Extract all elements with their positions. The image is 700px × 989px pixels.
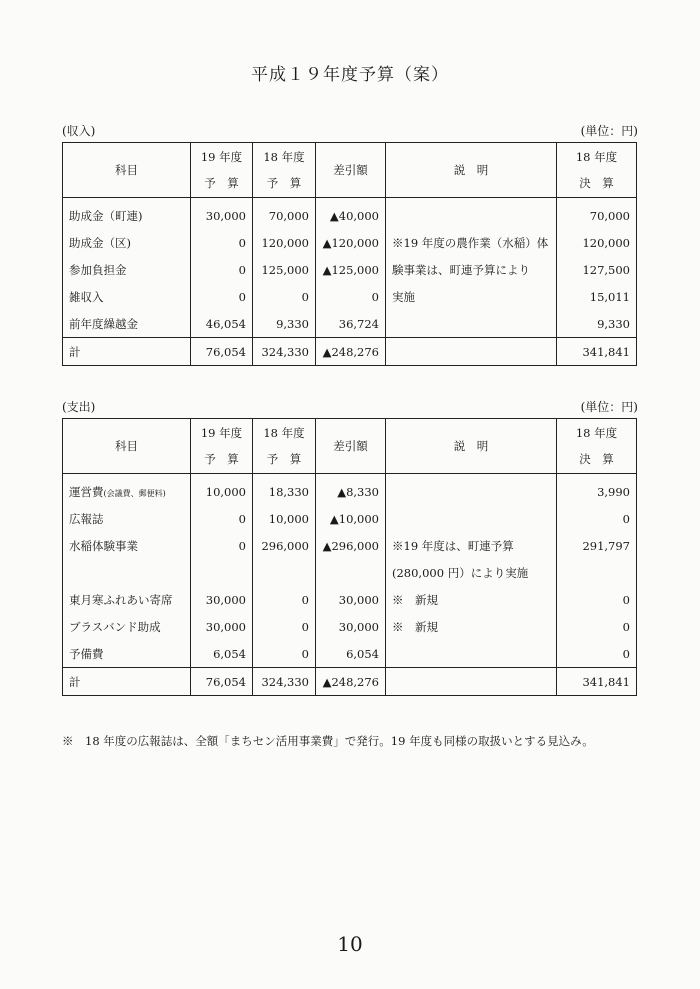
total-item: 計	[63, 338, 191, 366]
total-y19: 76,054	[191, 668, 253, 696]
row-actual: 3,990	[557, 474, 637, 506]
row-item: ブラスバンド助成	[63, 613, 191, 640]
expense-table	[62, 418, 637, 696]
header-note: 説 明	[386, 143, 557, 198]
row-y18: 0	[253, 613, 316, 640]
row-y18: 296,000	[253, 532, 316, 559]
row-note	[386, 310, 557, 338]
table-row	[63, 613, 637, 640]
table-row	[63, 198, 637, 230]
row-note	[386, 640, 557, 668]
table-row	[63, 505, 637, 532]
header-item: 科目	[63, 419, 191, 474]
row-diff: 6,054	[316, 640, 386, 668]
row-actual: 291,797	[557, 532, 637, 559]
row-actual: 0	[557, 505, 637, 532]
total-y18: 324,330	[253, 338, 316, 366]
row-actual: 15,011	[557, 283, 637, 310]
row-note: ※ 新規	[386, 586, 557, 613]
row-actual: 9,330	[557, 310, 637, 338]
row-item: 水稲体験事業	[63, 532, 191, 559]
row-actual: 0	[557, 613, 637, 640]
total-y18: 324,330	[253, 668, 316, 696]
table-row	[63, 283, 637, 310]
footnote: ※ 18 年度の広報誌は、全額「まちセン活用事業費」で発行。19 年度も同様の取扱いとする見込み。	[62, 734, 594, 748]
income-header-row	[63, 143, 637, 198]
row-note	[386, 198, 557, 230]
table-row	[63, 640, 637, 668]
row-y18: 9,330	[253, 310, 316, 338]
page-title: 平成１９年度予算（案）	[251, 65, 449, 85]
row-diff: 36,724	[316, 310, 386, 338]
header-y18-actual: 18 年度 決 算	[557, 419, 637, 474]
header-y19-budget: 19 年度 予 算	[191, 143, 253, 198]
row-item-detail: (会議費、郵便料)	[103, 488, 166, 498]
header-y18-budget: 18 年度 予 算	[253, 143, 316, 198]
row-y18: 0	[253, 283, 316, 310]
row-item: 予備費	[63, 640, 191, 668]
total-actual: 341,841	[557, 668, 637, 696]
row-actual: 70,000	[557, 198, 637, 230]
row-item: 助成金（町連)	[63, 198, 191, 230]
row-item: 広報誌	[63, 505, 191, 532]
total-diff: ▲248,276	[316, 668, 386, 696]
row-actual: 0	[557, 640, 637, 668]
row-diff	[316, 559, 386, 586]
row-y18: 125,000	[253, 256, 316, 283]
total-item: 計	[63, 668, 191, 696]
row-y19	[191, 559, 253, 586]
income-table	[62, 142, 637, 366]
row-item	[63, 559, 191, 586]
header-y19-budget: 19 年度 予 算	[191, 419, 253, 474]
header-note: 説 明	[386, 419, 557, 474]
row-diff: ▲120,000	[316, 229, 386, 256]
row-diff: ▲10,000	[316, 505, 386, 532]
row-diff: 0	[316, 283, 386, 310]
row-note: ※19 年度は、町連予算	[386, 532, 557, 559]
row-y18: 0	[253, 640, 316, 668]
row-note: (280,000 円）により実施	[386, 559, 557, 586]
row-y19: 46,054	[191, 310, 253, 338]
expense-header-row	[63, 419, 637, 474]
row-note	[386, 505, 557, 532]
row-diff: 30,000	[316, 586, 386, 613]
row-y18: 18,330	[253, 474, 316, 506]
row-item: 運営費(会議費、郵便料)	[63, 474, 191, 506]
table-row	[63, 256, 637, 283]
row-diff: ▲40,000	[316, 198, 386, 230]
row-y19: 10,000	[191, 474, 253, 506]
header-y18-actual: 18 年度 決 算	[557, 143, 637, 198]
row-item: 前年度繰越金	[63, 310, 191, 338]
header-y18-budget: 18 年度 予 算	[253, 419, 316, 474]
row-y18: 120,000	[253, 229, 316, 256]
row-item: 助成金（区)	[63, 229, 191, 256]
income-unit-label: (単位：円)	[580, 124, 638, 138]
row-y19: 0	[191, 532, 253, 559]
row-y18: 70,000	[253, 198, 316, 230]
row-y18: 0	[253, 586, 316, 613]
total-note	[386, 668, 557, 696]
expense-unit-label: (単位：円)	[580, 400, 638, 414]
total-actual: 341,841	[557, 338, 637, 366]
table-row	[63, 532, 637, 559]
row-note: 実施	[386, 283, 557, 310]
total-note	[386, 338, 557, 366]
row-y19: 0	[191, 256, 253, 283]
table-row	[63, 586, 637, 613]
page-number: 10	[337, 932, 363, 956]
header-difference: 差引額	[316, 419, 386, 474]
header-difference: 差引額	[316, 143, 386, 198]
row-y19: 0	[191, 229, 253, 256]
row-diff: ▲8,330	[316, 474, 386, 506]
row-item: 東月寒ふれあい寄席	[63, 586, 191, 613]
income-section-label: (収入)	[62, 124, 96, 138]
row-y19: 0	[191, 283, 253, 310]
row-y19: 30,000	[191, 586, 253, 613]
income-total-row	[63, 338, 637, 366]
row-diff: ▲125,000	[316, 256, 386, 283]
row-diff: ▲296,000	[316, 532, 386, 559]
expense-total-row	[63, 668, 637, 696]
total-y19: 76,054	[191, 338, 253, 366]
table-row	[63, 310, 637, 338]
row-actual	[557, 559, 637, 586]
expense-section-label: (支出)	[62, 400, 96, 414]
row-y19: 6,054	[191, 640, 253, 668]
table-row	[63, 559, 637, 586]
row-y18	[253, 559, 316, 586]
row-y19: 0	[191, 505, 253, 532]
row-y19: 30,000	[191, 613, 253, 640]
row-item: 参加負担金	[63, 256, 191, 283]
row-actual: 0	[557, 586, 637, 613]
row-note: 験事業は、町連予算により	[386, 256, 557, 283]
header-item: 科目	[63, 143, 191, 198]
row-diff: 30,000	[316, 613, 386, 640]
table-row	[63, 229, 637, 256]
row-note: ※19 年度の農作業（水稲）体	[386, 229, 557, 256]
row-y18: 10,000	[253, 505, 316, 532]
row-actual: 120,000	[557, 229, 637, 256]
total-diff: ▲248,276	[316, 338, 386, 366]
row-actual: 127,500	[557, 256, 637, 283]
row-item: 雑収入	[63, 283, 191, 310]
table-row	[63, 474, 637, 506]
row-y19: 30,000	[191, 198, 253, 230]
row-note: ※ 新規	[386, 613, 557, 640]
row-note	[386, 474, 557, 506]
